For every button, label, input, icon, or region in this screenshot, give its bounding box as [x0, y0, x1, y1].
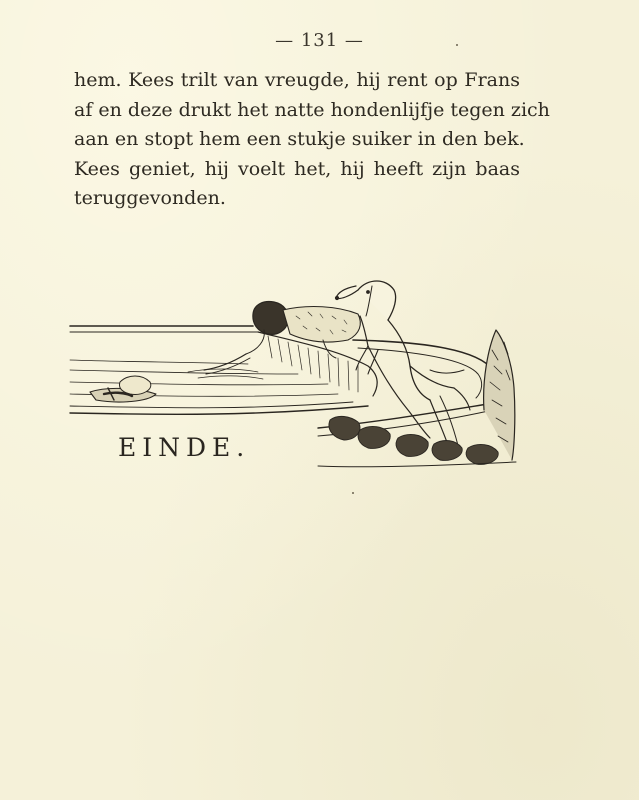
- text-line-2: af en deze drukt het natte hondenlijfje tegen zich: [74, 98, 550, 121]
- page-number: — 131 —: [275, 30, 364, 51]
- paper-speck: [352, 492, 354, 494]
- text-line-3: aan en stopt hem een stukje suiker in den bek.: [74, 128, 525, 150]
- body-text: [74, 66, 550, 214]
- text-line-5: teruggevonden.: [74, 187, 226, 209]
- text-line-4: Kees geniet, hij voelt het, hij heeft zijn baas: [74, 157, 520, 180]
- end-word: EINDE.: [118, 433, 251, 462]
- paper-speck: [456, 44, 458, 46]
- text-line-1: hem. Kees trilt van vreugde, hij rent op Frans: [74, 69, 520, 91]
